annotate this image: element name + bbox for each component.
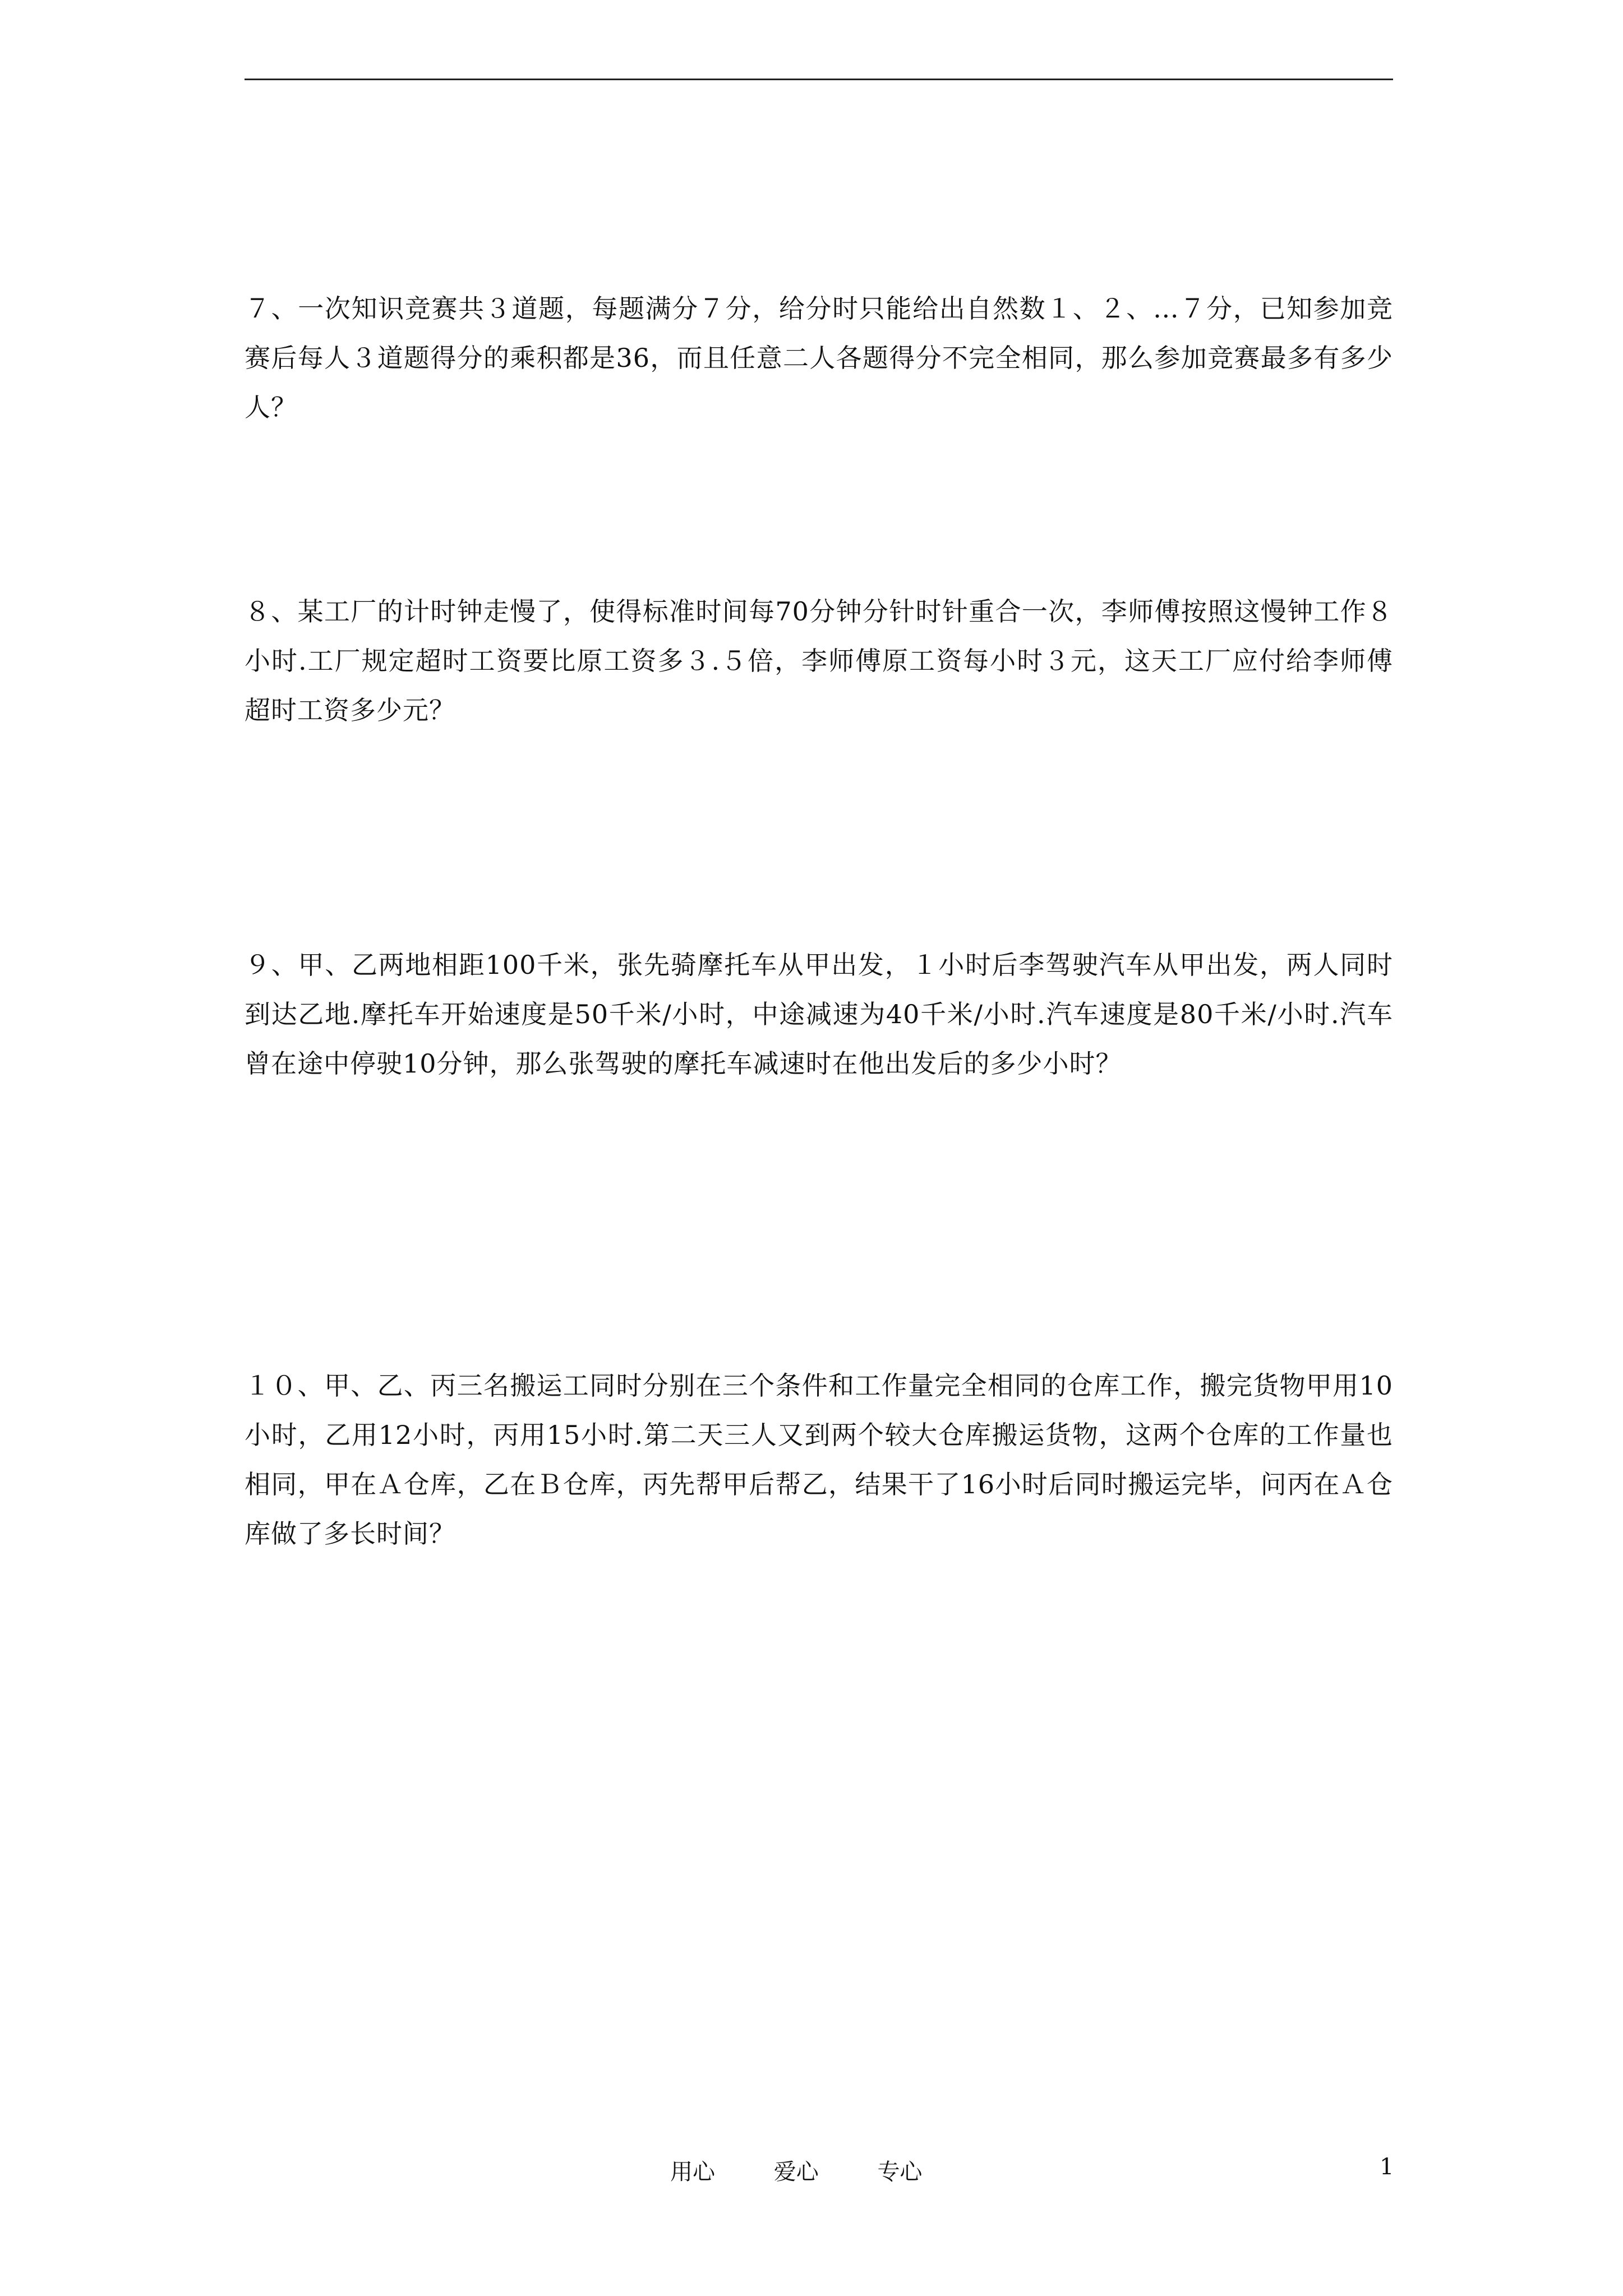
page-number: 1 xyxy=(1380,2154,1394,2180)
problem-7: ７、一次知识竞赛共３道题，每题满分７分，给分时只能给出自然数１、２、…７分，已知参加竞赛后每人３道题得分的乘积都是36，而且任意二人各题得分不完全相同，那么参加竞赛最多有多少人？ xyxy=(245,293,1393,422)
footer-motto-item: 爱心 xyxy=(773,2159,819,2185)
footer-motto xyxy=(670,2154,974,2186)
footer-motto-item: 用心 xyxy=(670,2159,715,2185)
header-rule xyxy=(245,79,1393,80)
problem-10: １０、甲、乙、丙三名搬运工同时分别在三个条件和工作量完全相同的仓库工作，搬完货物甲用10小时，乙用12小时，丙用15小时.第二天三人又到两个较大仓库搬运货物，这两个仓库的工作量也相同，甲在Ａ仓库，乙在Ｂ仓库，丙先帮甲后帮乙，结果干了16小时后同时搬运完毕，问丙在Ａ仓库做了多长时间？ xyxy=(245,1370,1393,1549)
footer-motto-item: 专心 xyxy=(877,2159,923,2185)
problem-8: ８、某工厂的计时钟走慢了，使得标准时间每70分钟分针时针重合一次，李师傅按照这慢钟工作８小时.工厂规定超时工资要比原工资多３.５倍，李师傅原工资每小时３元，这天工厂应付给李师傅超时工资多少元？ xyxy=(245,596,1393,725)
problem-9: ９、甲、乙两地相距100千米，张先骑摩托车从甲出发，１小时后李驾驶汽车从甲出发，两人同时到达乙地.摩托车开始速度是50千米/小时，中途减速为40千米/小时.汽车速度是80千米/小时.汽车曾在途中停驶10分钟，那么张驾驶的摩托车减速时在他出发后的多少小时？ xyxy=(245,950,1393,1079)
page-footer xyxy=(0,2154,1623,2188)
